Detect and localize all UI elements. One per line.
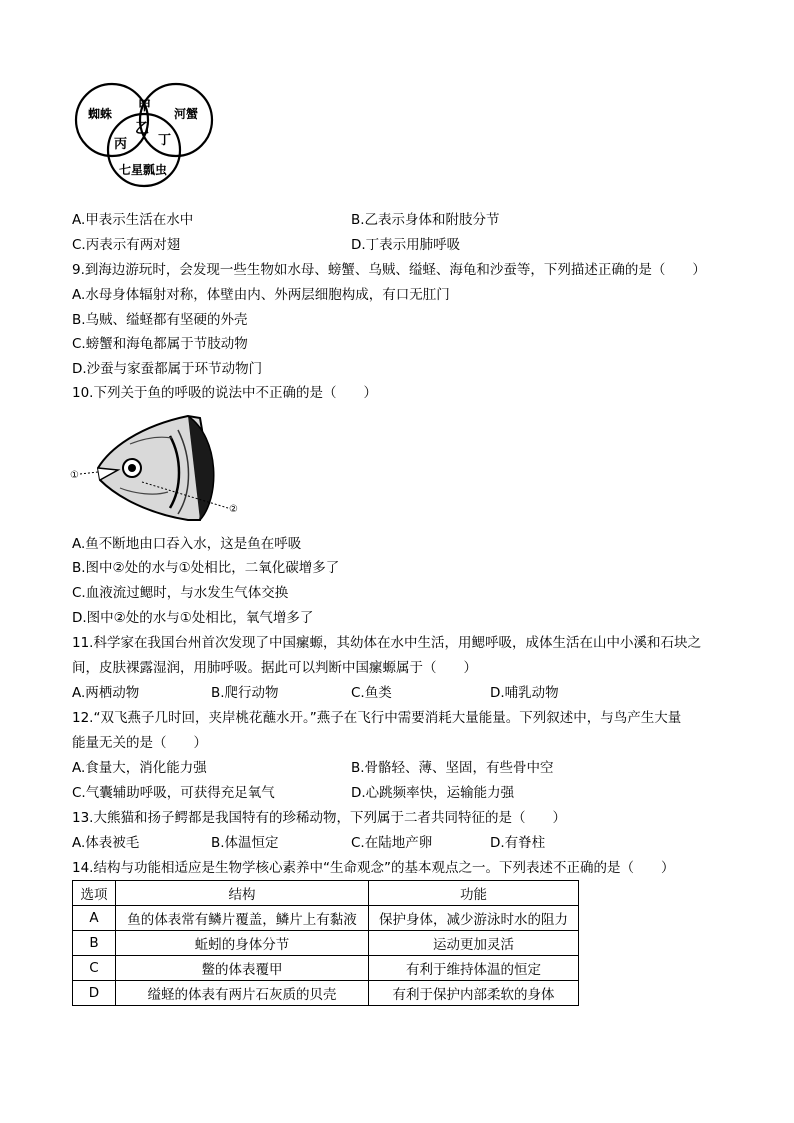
q9-option-c: C.螃蟹和海龟都属于节肢动物 — [72, 336, 248, 352]
venn-label-yi: 乙 — [135, 121, 149, 137]
q9-option-d: D.沙蚕与家蚕都属于环节动物门 — [72, 361, 263, 377]
q13-option-a: A.体表被毛 — [72, 835, 140, 851]
fish-marker-1: ① — [70, 470, 79, 481]
q10-option-a: A.鱼不断地由口吞入水，这是鱼在呼吸 — [72, 536, 302, 552]
q11-stem-line1: 11.科学家在我国台州首次发现了中国瘰螈，其幼体在水中生活，用鳃呼吸，成体生活在山中小溪和石块之 — [72, 635, 701, 651]
table-cell: A — [73, 906, 116, 931]
table-cell: 运动更加灵活 — [369, 931, 579, 956]
q9-option-b: B.乌贼、缢蛏都有坚硬的外壳 — [72, 312, 248, 328]
q11-option-a: A.两栖动物 — [72, 685, 140, 701]
table-cell: 缢蛏的体表有两片石灰质的贝壳 — [116, 981, 369, 1006]
table-cell: D — [73, 981, 116, 1006]
q12-option-b: B.骨骼轻、薄、坚固，有些骨中空 — [351, 760, 554, 776]
table-row — [73, 931, 579, 956]
q8-option-c: C.丙表示有两对翅 — [72, 237, 181, 253]
q8-option-d: D.丁表示用肺呼吸 — [351, 237, 461, 253]
q14-stem: 14.结构与功能相适应是生物学核心素养中“生命观念”的基本观点之一。下列表述不正确的是（ ） — [72, 860, 675, 876]
q12-option-a: A.食量大，消化能力强 — [72, 760, 207, 776]
q12-option-d: D.心跳频率快，运输能力强 — [351, 785, 515, 801]
q12-stem-line2: 能量无关的是（ ） — [72, 735, 207, 751]
q10-stem: 10.下列关于鱼的呼吸的说法中不正确的是（ ） — [72, 385, 377, 401]
q8-option-b: B.乙表示身体和附肢分节 — [351, 212, 500, 228]
table-cell: 有利于维持体温的恒定 — [369, 956, 579, 981]
q12-stem-line1: 12.“双飞燕子几时回，夹岸桃花蘸水开。”燕子在飞行中需要消耗大量能量。下列叙述中，与鸟产生大量 — [72, 710, 682, 726]
table-cell: 鱼的体表常有鳞片覆盖，鳞片上有黏液 — [116, 906, 369, 931]
table-row — [73, 906, 579, 931]
fish-gill-illustration — [70, 408, 245, 526]
q10-option-c: C.血液流过鳃时，与水发生气体交换 — [72, 585, 289, 601]
q13-stem: 13.大熊猫和扬子鳄都是我国特有的珍稀动物，下列属于二者共同特征的是（ ） — [72, 810, 566, 826]
q10-option-b: B.图中②处的水与①处相比，二氧化碳增多了 — [72, 560, 340, 576]
table-row — [73, 981, 579, 1006]
q9-option-a: A.水母身体辐射对称，体壁由内、外两层细胞构成，有口无肛门 — [72, 287, 450, 303]
table-cell: B — [73, 931, 116, 956]
table-cell: 鳖的体表覆甲 — [116, 956, 369, 981]
q12-option-c: C.气囊辅助呼吸，可获得充足氧气 — [72, 785, 275, 801]
q13-option-c: C.在陆地产卵 — [351, 835, 433, 851]
venn-label-bing: 丙 — [114, 137, 128, 152]
table-header-cell: 功能 — [369, 881, 579, 906]
q13-option-d: D.有脊柱 — [490, 835, 546, 851]
venn-label-ladybug: 七星瓢虫 — [119, 163, 168, 177]
q9-stem: 9.到海边游玩时，会发现一些生物如水母、螃蟹、乌贼、缢蛏、海龟和沙蚕等，下列描述正确的是（ ） — [72, 262, 706, 278]
table-cell: C — [73, 956, 116, 981]
q11-stem-line2: 间，皮肤裸露湿润，用肺呼吸。据此可以判断中国瘰螈属于（ ） — [72, 660, 477, 676]
q8-option-a: A.甲表示生活在水中 — [72, 212, 194, 228]
table-row — [73, 956, 579, 981]
q10-option-d: D.图中②处的水与①处相比，氧气增多了 — [72, 610, 314, 626]
q11-option-c: C.鱼类 — [351, 685, 392, 701]
table-header-cell: 结构 — [116, 881, 369, 906]
venn-label-spider: 蜘蛛 — [88, 107, 113, 121]
q14-table — [72, 880, 579, 1006]
table-header-cell: 选项 — [73, 881, 116, 906]
table-cell: 有利于保护内部柔软的身体 — [369, 981, 579, 1006]
table-header-row — [73, 881, 579, 906]
q11-option-b: B.爬行动物 — [211, 685, 279, 701]
venn-diagram — [70, 78, 220, 188]
table-cell: 保护身体，减少游泳时水的阻力 — [369, 906, 579, 931]
fish-marker-2: ② — [229, 504, 238, 515]
q11-option-d: D.哺乳动物 — [490, 685, 559, 701]
venn-label-jia: 甲 — [138, 99, 152, 114]
q13-option-b: B.体温恒定 — [211, 835, 279, 851]
table-cell: 蚯蚓的身体分节 — [116, 931, 369, 956]
venn-label-ding: 丁 — [158, 133, 172, 148]
venn-label-crab: 河蟹 — [174, 107, 199, 121]
